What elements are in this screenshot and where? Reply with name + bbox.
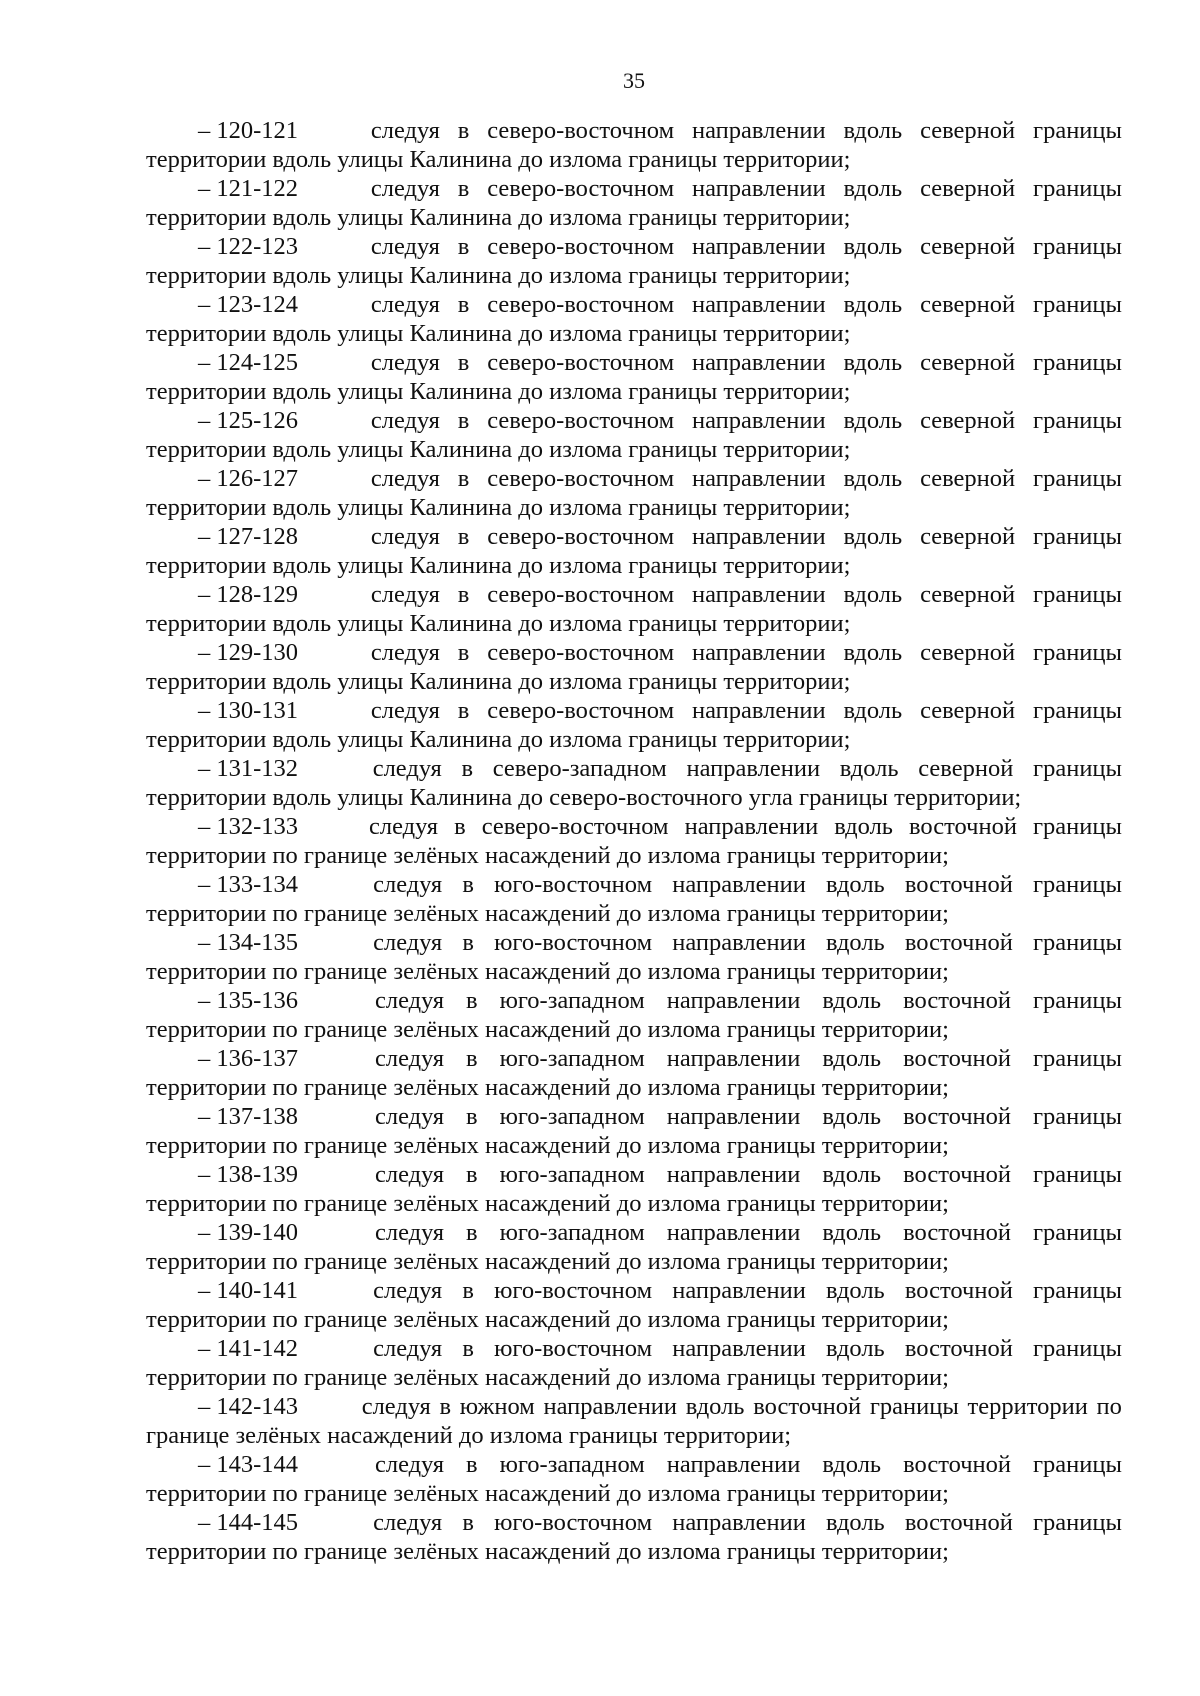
- list-item: [146, 1392, 1122, 1450]
- entry-word: в: [457, 233, 470, 260]
- entry-continuation: территории по границе зелёных насаждений до излома границы территории;: [146, 1248, 949, 1275]
- entry-first-line: [146, 232, 1122, 261]
- segment-code: – 121-122: [198, 175, 299, 202]
- entry-word: в: [466, 1219, 478, 1246]
- entry-first-line: [146, 812, 1122, 841]
- entry-word: юго-восточном: [494, 929, 653, 956]
- entry-first-line: [146, 1102, 1122, 1131]
- entry-word: вдоль: [843, 175, 903, 202]
- entry-word: направлении: [686, 755, 821, 782]
- entry-word: территории: [967, 1393, 1088, 1420]
- entry-word: в: [462, 1509, 474, 1536]
- list-item: [146, 812, 1122, 870]
- entry-word: юго-западном: [499, 1451, 645, 1478]
- page-number: 35: [623, 68, 645, 93]
- list-item: [146, 406, 1122, 464]
- entry-word: вдоль: [839, 755, 899, 782]
- entry-continuation: территории по границе зелёных насаждений до излома границы территории;: [146, 1364, 949, 1391]
- entry-word: границы: [1033, 233, 1122, 260]
- entry-word: следуя: [370, 581, 440, 608]
- entry-continuation: территории по границе зелёных насаждений до излома границы территории;: [146, 1132, 949, 1159]
- entry-word: границы: [1033, 175, 1122, 202]
- entry-word: следуя: [373, 1277, 443, 1304]
- entry-word: северо-восточном: [487, 523, 675, 550]
- entry-word: северной: [918, 755, 1014, 782]
- entry-continuation: территории вдоль улицы Калинина до излома границы территории;: [146, 552, 851, 579]
- entry-word: в: [457, 465, 470, 492]
- entry-word: направлении: [666, 1161, 801, 1188]
- entry-word: восточной: [904, 929, 1013, 956]
- entry-word: в: [457, 291, 470, 318]
- entry-first-line: [146, 1160, 1122, 1189]
- entry-first-line: [146, 580, 1122, 609]
- entry-word: северо-восточном: [487, 639, 675, 666]
- entry-word: в: [457, 697, 470, 724]
- entry-word: северной: [920, 697, 1016, 724]
- entry-word: направлении: [666, 1451, 801, 1478]
- entry-word: следуя: [373, 929, 443, 956]
- entry-word: вдоль: [822, 1451, 882, 1478]
- entry-word: в: [466, 1161, 478, 1188]
- entry-continuation: территории вдоль улицы Калинина до излома границы территории;: [146, 146, 851, 173]
- entry-word: следуя: [370, 175, 440, 202]
- entry-word: следуя: [372, 755, 442, 782]
- entry-word: северо-восточном: [487, 465, 675, 492]
- entry-continuation: территории вдоль улицы Калинина до излома границы территории;: [146, 204, 851, 231]
- list-item: [146, 464, 1122, 522]
- entry-word: следуя: [370, 349, 440, 376]
- entry-word: северной: [920, 407, 1016, 434]
- list-item: [146, 1450, 1122, 1508]
- entry-word: следуя: [374, 1103, 445, 1130]
- entry-word: границы: [1033, 349, 1122, 376]
- list-item: [146, 1334, 1122, 1392]
- entry-first-line: [146, 1334, 1122, 1363]
- entry-word: границы: [1032, 813, 1122, 840]
- entry-word: вдоль: [843, 639, 903, 666]
- entry-word: границы: [1033, 1219, 1122, 1246]
- entry-word: границы: [1033, 465, 1122, 492]
- entry-word: северной: [920, 175, 1016, 202]
- entry-word: в: [462, 929, 474, 956]
- list-item: [146, 870, 1122, 928]
- entry-word: в: [457, 349, 470, 376]
- entry-word: вдоль: [843, 581, 903, 608]
- entry-word: юго-восточном: [494, 1509, 653, 1536]
- list-item: [146, 928, 1122, 986]
- segment-code: – 140-141: [198, 1277, 299, 1304]
- entry-word: в: [457, 407, 470, 434]
- entry-word: восточной: [904, 1277, 1013, 1304]
- segment-code: – 139-140: [198, 1219, 299, 1246]
- entry-continuation: территории по границе зелёных насаждений до излома границы территории;: [146, 1016, 949, 1043]
- entry-word: следуя: [373, 1509, 443, 1536]
- entry-word: направлении: [691, 233, 826, 260]
- entry-word: восточной: [903, 1045, 1012, 1072]
- segment-code: – 120-121: [198, 117, 299, 144]
- entry-word: юго-восточном: [494, 1335, 653, 1362]
- entry-first-line: [146, 1044, 1122, 1073]
- entry-word: направлении: [691, 117, 826, 144]
- entry-word: в: [457, 117, 470, 144]
- entry-first-line: [146, 754, 1122, 783]
- segment-code: – 137-138: [198, 1103, 299, 1130]
- entry-word: границы: [1033, 291, 1122, 318]
- entry-word: границы: [1033, 697, 1122, 724]
- entry-word: следуя: [361, 1393, 431, 1420]
- entry-word: северо-восточном: [481, 813, 669, 840]
- list-item: [146, 348, 1122, 406]
- entry-word: северо-восточном: [487, 581, 675, 608]
- entry-word: направлении: [672, 929, 806, 956]
- entry-word: восточной: [903, 1161, 1012, 1188]
- entry-word: юго-западном: [499, 987, 645, 1014]
- entry-word: следуя: [373, 871, 443, 898]
- entry-continuation: территории вдоль улицы Калинина до излома границы территории;: [146, 726, 851, 753]
- entry-word: юго-западном: [499, 1103, 645, 1130]
- segment-code: – 142-143: [198, 1393, 299, 1420]
- entry-word: северной: [920, 349, 1016, 376]
- segment-code: – 136-137: [198, 1045, 299, 1072]
- entry-word: юго-восточном: [494, 871, 653, 898]
- entry-word: в: [457, 581, 470, 608]
- entry-word: восточной: [753, 1393, 862, 1420]
- entry-word: направлении: [666, 1103, 801, 1130]
- entry-continuation: территории вдоль улицы Калинина до излома границы территории;: [146, 436, 851, 463]
- entry-word: вдоль: [825, 1509, 885, 1536]
- segment-code: – 133-134: [198, 871, 299, 898]
- list-item: [146, 1218, 1122, 1276]
- entry-word: границы: [1033, 639, 1122, 666]
- entry-word: северо-восточном: [487, 697, 675, 724]
- segment-code: – 128-129: [198, 581, 299, 608]
- segment-code: – 134-135: [198, 929, 299, 956]
- entry-word: в: [462, 1335, 474, 1362]
- entry-word: границы: [1033, 117, 1122, 144]
- entry-word: восточной: [904, 871, 1013, 898]
- entry-word: по: [1096, 1393, 1122, 1420]
- entry-first-line: [146, 290, 1122, 319]
- entry-word: границы: [1033, 581, 1122, 608]
- entry-word: юго-западном: [499, 1161, 645, 1188]
- entry-word: направлении: [691, 639, 826, 666]
- entry-word: северо-восточном: [487, 291, 675, 318]
- entry-first-line: [146, 174, 1122, 203]
- entry-word: северной: [920, 465, 1016, 492]
- segment-code: – 129-130: [198, 639, 299, 666]
- entry-first-line: [146, 1508, 1122, 1537]
- segment-code: – 126-127: [198, 465, 299, 492]
- entry-first-line: [146, 348, 1122, 377]
- entry-continuation: территории по границе зелёных насаждений до излома границы территории;: [146, 1190, 949, 1217]
- entry-word: направлении: [691, 407, 826, 434]
- entry-first-line: [146, 638, 1122, 667]
- entry-word: восточной: [903, 1219, 1012, 1246]
- entry-word: северной: [920, 581, 1016, 608]
- entry-word: вдоль: [822, 1045, 882, 1072]
- entry-word: направлении: [672, 871, 806, 898]
- entry-continuation: территории вдоль улицы Калинина до северо-восточного угла границы территории;: [146, 784, 1022, 811]
- entry-word: северо-западном: [492, 755, 667, 782]
- entry-word: направлении: [684, 813, 819, 840]
- boundary-description-list: [146, 116, 1122, 1566]
- entry-word: границы: [1033, 987, 1122, 1014]
- entry-word: направлении: [666, 1219, 801, 1246]
- entry-word: направлении: [691, 291, 826, 318]
- entry-word: направлении: [691, 465, 826, 492]
- entry-first-line: [146, 406, 1122, 435]
- entry-word: направлении: [691, 523, 826, 550]
- entry-word: юго-западном: [499, 1045, 645, 1072]
- segment-code: – 122-123: [198, 233, 299, 260]
- entry-continuation: территории по границе зелёных насаждений до излома границы территории;: [146, 842, 949, 869]
- entry-word: границы: [1032, 929, 1122, 956]
- entry-word: следуя: [374, 1045, 445, 1072]
- segment-code: – 130-131: [198, 697, 299, 724]
- entry-word: вдоль: [822, 1219, 882, 1246]
- entry-continuation: территории по границе зелёных насаждений до излома границы территории;: [146, 958, 949, 985]
- entry-word: границы: [1033, 1161, 1122, 1188]
- entry-word: вдоль: [843, 523, 903, 550]
- entry-word: вдоль: [825, 1277, 885, 1304]
- entry-continuation: территории по границе зелёных насаждений до излома границы территории;: [146, 900, 949, 927]
- segment-code: – 141-142: [198, 1335, 299, 1362]
- entry-word: границы: [869, 1393, 959, 1420]
- entry-word: вдоль: [843, 465, 903, 492]
- list-item: [146, 232, 1122, 290]
- entry-word: восточной: [903, 1103, 1012, 1130]
- entry-word: юго-восточном: [494, 1277, 653, 1304]
- entry-word: северо-восточном: [487, 117, 675, 144]
- entry-word: в: [466, 987, 478, 1014]
- entry-first-line: [146, 928, 1122, 957]
- entry-word: вдоль: [843, 233, 903, 260]
- entry-word: следуя: [369, 813, 439, 840]
- entry-continuation: территории вдоль улицы Калинина до излома границы территории;: [146, 320, 851, 347]
- entry-word: северо-восточном: [487, 233, 675, 260]
- entry-word: северной: [920, 291, 1016, 318]
- entry-word: следуя: [374, 1161, 445, 1188]
- entry-word: в: [466, 1045, 478, 1072]
- entry-first-line: [146, 696, 1122, 725]
- entry-first-line: [146, 464, 1122, 493]
- entry-word: вдоль: [834, 813, 893, 840]
- entry-first-line: [146, 870, 1122, 899]
- list-item: [146, 986, 1122, 1044]
- entry-word: направлении: [691, 175, 826, 202]
- entry-word: следуя: [374, 1451, 445, 1478]
- entry-word: северо-восточном: [487, 407, 675, 434]
- list-item: [146, 1276, 1122, 1334]
- entry-word: следуя: [370, 639, 440, 666]
- entry-word: в: [457, 523, 470, 550]
- entry-word: границы: [1032, 871, 1122, 898]
- list-item: [146, 1508, 1122, 1566]
- entry-word: вдоль: [825, 929, 885, 956]
- list-item: [146, 1102, 1122, 1160]
- entry-word: восточной: [909, 813, 1017, 840]
- entry-word: восточной: [903, 987, 1012, 1014]
- entry-word: границы: [1032, 1509, 1122, 1536]
- entry-word: восточной: [904, 1509, 1013, 1536]
- entry-word: вдоль: [822, 1103, 882, 1130]
- entry-word: направлении: [691, 697, 826, 724]
- list-item: [146, 638, 1122, 696]
- entry-word: границы: [1033, 407, 1122, 434]
- segment-code: – 143-144: [198, 1451, 299, 1478]
- entry-word: границы: [1033, 755, 1122, 782]
- segment-code: – 123-124: [198, 291, 299, 318]
- entry-word: северной: [920, 233, 1016, 260]
- entry-word: вдоль: [843, 291, 903, 318]
- entry-word: в: [439, 1393, 452, 1420]
- segment-code: – 131-132: [198, 755, 299, 782]
- entry-word: южном: [459, 1393, 535, 1420]
- entry-word: следуя: [370, 233, 440, 260]
- segment-code: – 132-133: [198, 813, 299, 840]
- entry-word: направлении: [666, 987, 801, 1014]
- entry-word: в: [462, 871, 474, 898]
- entry-word: следуя: [374, 1219, 445, 1246]
- entry-word: направлении: [672, 1277, 806, 1304]
- entry-word: следуя: [374, 987, 445, 1014]
- entry-continuation: территории по границе зелёных насаждений до излома границы территории;: [146, 1480, 949, 1507]
- entry-word: в: [454, 813, 466, 840]
- entry-word: границы: [1033, 1103, 1122, 1130]
- entry-word: направлении: [691, 349, 826, 376]
- entry-word: северной: [920, 117, 1016, 144]
- entry-word: восточной: [903, 1451, 1012, 1478]
- segment-code: – 125-126: [198, 407, 299, 434]
- entry-word: северной: [920, 523, 1016, 550]
- entry-word: вдоль: [843, 407, 903, 434]
- list-item: [146, 1044, 1122, 1102]
- entry-word: следуя: [370, 465, 440, 492]
- entry-continuation: территории по границе зелёных насаждений до излома границы территории;: [146, 1538, 949, 1565]
- entry-word: в: [457, 639, 470, 666]
- entry-first-line: [146, 1392, 1122, 1421]
- segment-code: – 144-145: [198, 1509, 299, 1536]
- segment-code: – 127-128: [198, 523, 299, 550]
- list-item: [146, 580, 1122, 638]
- segment-code: – 135-136: [198, 987, 299, 1014]
- entry-word: вдоль: [825, 871, 885, 898]
- entry-word: вдоль: [843, 349, 903, 376]
- entry-word: границы: [1033, 1045, 1122, 1072]
- entry-word: направлении: [672, 1335, 806, 1362]
- entry-first-line: [146, 522, 1122, 551]
- entry-word: границы: [1032, 1277, 1122, 1304]
- entry-continuation: границе зелёных насаждений до излома границы территории;: [146, 1422, 792, 1449]
- entry-word: следуя: [370, 117, 440, 144]
- entry-first-line: [146, 986, 1122, 1015]
- entry-word: восточной: [904, 1335, 1013, 1362]
- entry-word: вдоль: [843, 117, 903, 144]
- entry-word: северной: [920, 639, 1016, 666]
- entry-word: границы: [1033, 523, 1122, 550]
- entry-word: направлении: [543, 1393, 678, 1420]
- entry-word: в: [462, 1277, 474, 1304]
- list-item: [146, 1160, 1122, 1218]
- list-item: [146, 290, 1122, 348]
- entry-word: северо-восточном: [487, 349, 675, 376]
- list-item: [146, 696, 1122, 754]
- entry-continuation: территории вдоль улицы Калинина до излома границы территории;: [146, 494, 851, 521]
- entry-continuation: территории по границе зелёных насаждений до излома границы территории;: [146, 1306, 949, 1333]
- entry-continuation: территории по границе зелёных насаждений до излома границы территории;: [146, 1074, 949, 1101]
- list-item: [146, 754, 1122, 812]
- entry-word: вдоль: [822, 1161, 882, 1188]
- entry-continuation: территории вдоль улицы Калинина до излома границы территории;: [146, 610, 851, 637]
- entry-word: следуя: [370, 407, 440, 434]
- entry-first-line: [146, 1276, 1122, 1305]
- entry-continuation: территории вдоль улицы Калинина до излома границы территории;: [146, 668, 851, 695]
- entry-continuation: территории вдоль улицы Калинина до излома границы территории;: [146, 262, 851, 289]
- entry-word: в: [461, 755, 474, 782]
- entry-word: юго-западном: [499, 1219, 645, 1246]
- list-item: [146, 116, 1122, 174]
- entry-word: в: [466, 1103, 478, 1130]
- entry-word: следуя: [370, 291, 440, 318]
- segment-code: – 124-125: [198, 349, 299, 376]
- entry-first-line: [146, 1450, 1122, 1479]
- entry-first-line: [146, 1218, 1122, 1247]
- entry-word: следуя: [373, 1335, 443, 1362]
- entry-word: направлении: [691, 581, 826, 608]
- entry-word: вдоль: [822, 987, 882, 1014]
- entry-word: следуя: [370, 523, 440, 550]
- entry-continuation: территории вдоль улицы Калинина до излома границы территории;: [146, 378, 851, 405]
- entry-word: вдоль: [843, 697, 903, 724]
- entry-word: северо-восточном: [487, 175, 675, 202]
- list-item: [146, 522, 1122, 580]
- segment-code: – 138-139: [198, 1161, 299, 1188]
- entry-first-line: [146, 116, 1122, 145]
- entry-word: следуя: [370, 697, 440, 724]
- entry-word: направлении: [672, 1509, 806, 1536]
- list-item: [146, 174, 1122, 232]
- entry-word: вдоль: [825, 1335, 885, 1362]
- entry-word: границы: [1032, 1335, 1122, 1362]
- entry-word: направлении: [666, 1045, 801, 1072]
- entry-word: границы: [1033, 1451, 1122, 1478]
- entry-word: вдоль: [685, 1393, 745, 1420]
- entry-word: в: [457, 175, 470, 202]
- entry-word: в: [466, 1451, 478, 1478]
